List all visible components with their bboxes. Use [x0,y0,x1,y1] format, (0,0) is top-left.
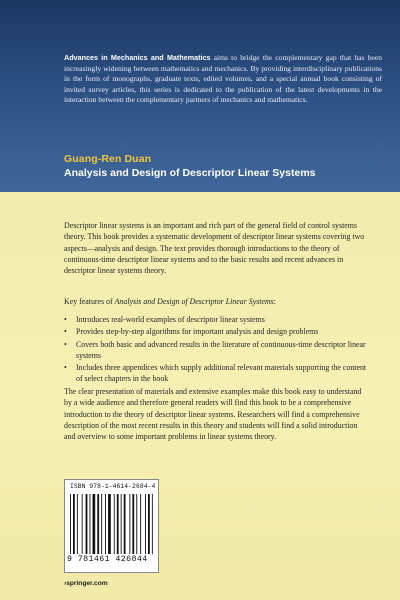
series-description-text: aims to bridge the complementary gap that has been increasingly widening between mathematics and mechanics. By providing interdisciplinary publications in the form of monographs, graduate texts, edited volumes, and a special annual book consisting of invited survey articles, this series is dedicated to the publication of the latest developments in the interaction between the complementary partners of mechanics and mathematics. [64,53,382,105]
author-name: Guang-Ren Duan [64,153,152,165]
isbn-barcode [64,479,159,573]
barcode-digits: 9 781461 426844 [67,555,148,564]
features-list [64,314,368,386]
list-item [64,362,368,385]
isbn-label: ISBN 978-1-4614-2684-4 [70,483,156,490]
feature-text: Provides step-by-step algorithms for important analysis and design problems [76,327,319,337]
list-item [64,339,368,362]
list-item [64,326,368,337]
arrow-icon: › [64,580,67,587]
closing-paragraph: The clear presentation of materials and extensive examples make this book easy to understand by a wide audience and therefore general readers will find this book to be a comprehensive introduction to the theory of descriptor linear systems. Researchers will find a comprehensive description of the most recent results in this theory and students will find a solid introduction and overview to some important problems in linear systems theory. [64,387,362,442]
bullet-icon: • [64,363,67,373]
bullet-icon: • [64,339,67,349]
feature-text: Covers both basic and advanced results in the literature of continuous-time descriptor linear systems [76,339,366,360]
publisher-link[interactable] [64,580,108,587]
feature-text: Includes three appendices which supply additional relevant materials supporting the content of select chapters in the book [76,363,367,384]
features-intro-prefix: Key features of [64,297,115,306]
list-item [64,314,368,325]
bullet-icon: • [64,315,67,324]
bullet-icon: • [64,327,67,337]
features-intro-suffix: : [273,297,276,306]
features-intro-title: Analysis and Design of Descriptor Linear Systems [114,297,274,306]
book-description: Descriptor linear systems is an important and rich part of the general field of control systems theory. This book provides a systematic development of descriptor linear systems covering two aspects—analysis and design. The text provides thorough introductions to the theory of continuous-time descriptor linear systems and to the basic results and recent advances in descriptor linear systems theory. [64,221,365,276]
series-description [64,53,382,106]
barcode-bars-icon [69,494,154,554]
publisher-url: springer.com [66,580,108,587]
book-title: Analysis and Design of Descriptor Linear Systems [64,167,316,179]
features-intro [64,296,368,307]
feature-text: Introduces real-world examples of descriptor linear systems [76,315,265,324]
series-name: Advances in Mechanics and Mathematics [64,53,211,62]
